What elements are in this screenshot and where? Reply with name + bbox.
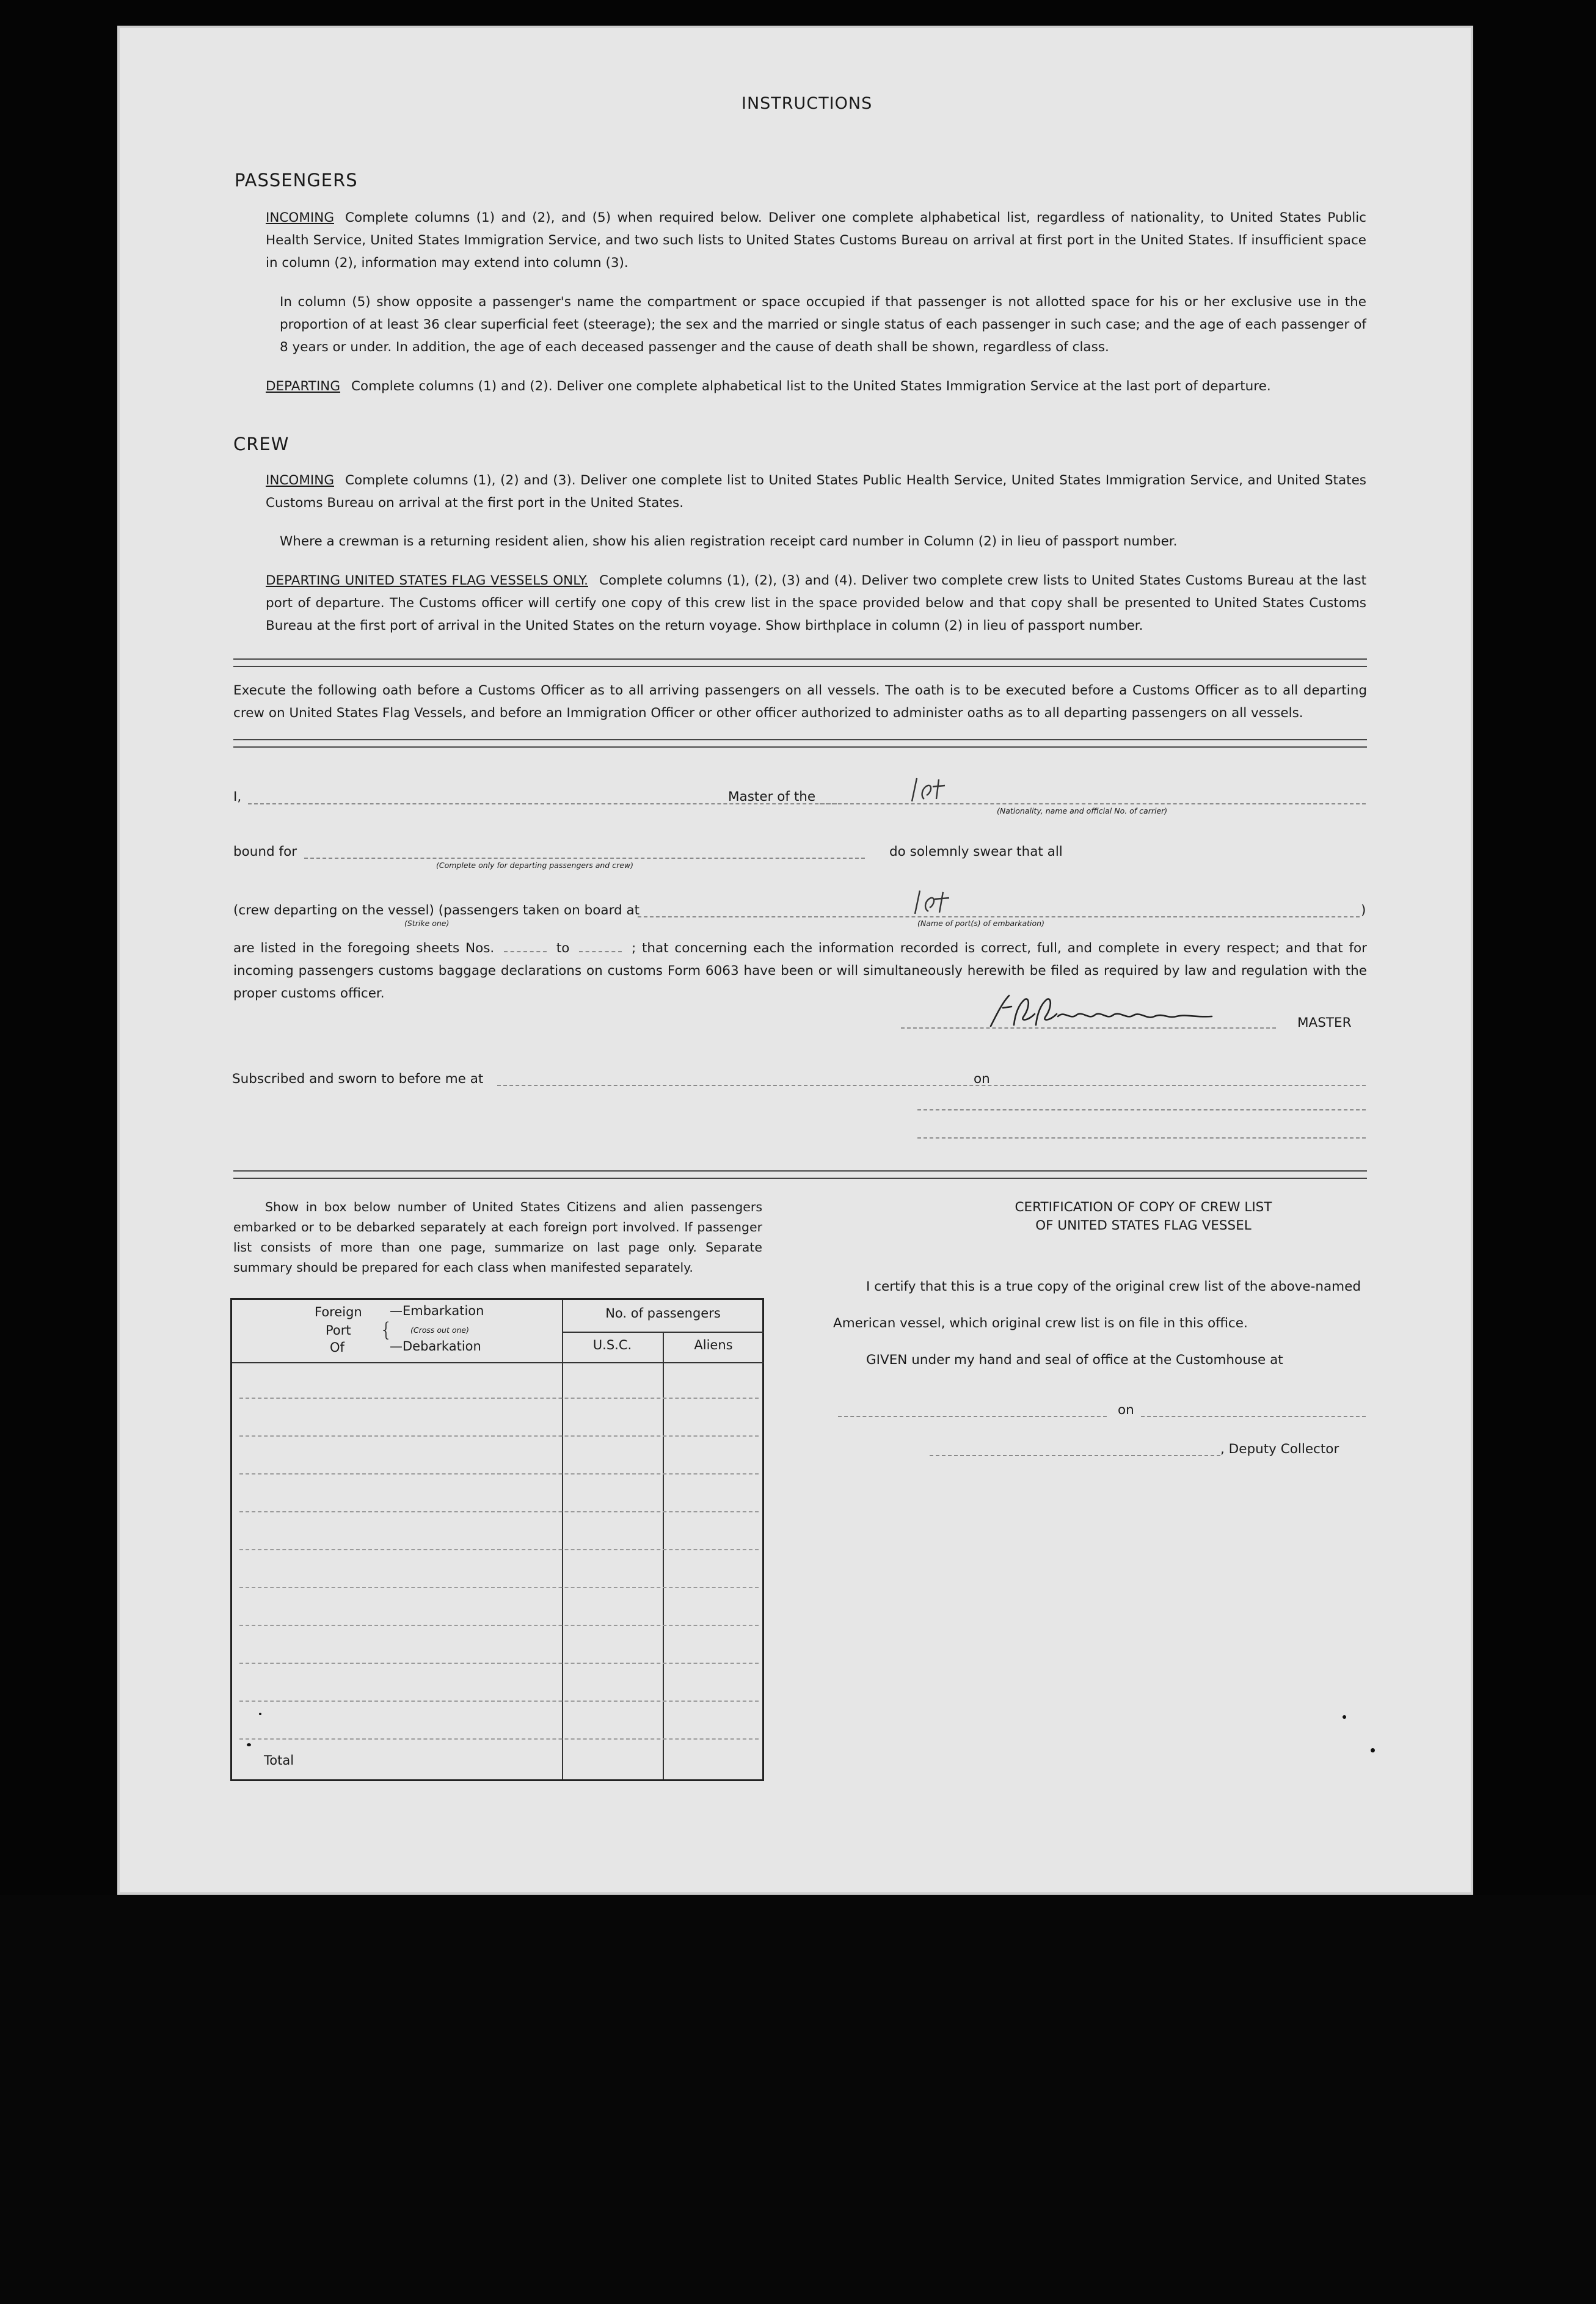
header-no-of-passengers: No. of passengers <box>605 1306 721 1321</box>
table-row[interactable] <box>239 1663 759 1664</box>
crew-departing-text: Complete columns (1), (2), (3) and (4). Deliver two complete crew lists to United States Customs Bureau at the last port of departure. The Customs officer will certify one copy of this crew list in the space provided below and that copy shall be presented to United States Customs Bureau at the first port of arrival in the United States on the return voyage. Show birthplace in column (2) in lieu of passport number. <box>266 573 1366 633</box>
table-row[interactable] <box>239 1701 759 1702</box>
table-header-bottom <box>232 1362 764 1363</box>
crew-departing-paragraph <box>266 569 1366 637</box>
port-handwriting <box>910 886 959 916</box>
customhouse-place-field[interactable] <box>838 1416 1107 1417</box>
listed-to: to <box>556 941 570 956</box>
header-cross-out: (Cross out one) <box>410 1325 469 1335</box>
form-page <box>117 26 1473 1895</box>
bound-for-field[interactable] <box>304 858 865 859</box>
certification-title-2: OF UNITED STATES FLAG VESSEL <box>1035 1218 1252 1233</box>
passenger-summary-table <box>230 1298 764 1781</box>
crew-departing-label: (crew departing on the vessel) (passengers taken on board at <box>233 903 640 918</box>
table-row[interactable] <box>239 1549 759 1550</box>
subscribed-on-label: on <box>974 1071 990 1087</box>
port-caption: (Name of port(s) of embarkation) <box>917 919 1044 928</box>
section-divider <box>233 739 1367 748</box>
passengers-departing-text: Complete columns (1) and (2). Deliver one complete alphabetical list to the United States Immigration Service at the last port of departure. <box>351 379 1271 394</box>
certification-title-1: CERTIFICATION OF COPY OF CREW LIST <box>1015 1200 1272 1215</box>
scan-speck <box>1371 1748 1375 1752</box>
master-of-the-label: Master of the <box>728 789 816 804</box>
subscribed-date-field[interactable] <box>1000 1085 1366 1086</box>
header-of: Of <box>330 1340 344 1355</box>
bound-for-label: bound for <box>233 844 297 859</box>
table-row[interactable] <box>239 1511 759 1512</box>
table-row[interactable] <box>239 1587 759 1588</box>
carrier-handwriting <box>908 775 957 803</box>
scan-speck <box>259 1713 261 1715</box>
listed-text-2: ; that concerning each the information recorded is correct, full, and complete in every respect; and that for incoming passengers customs baggage declarations on customs Form 6063 have been or will simultaneously herewith be filed as required by law and regulation with the proper customs officer. <box>233 941 1368 1001</box>
section-divider <box>233 1170 1367 1179</box>
subscribed-label: Subscribed and sworn to before me at <box>232 1071 484 1087</box>
close-paren: ) <box>1361 903 1366 918</box>
bound-for-caption: (Complete only for departing passengers and crew) <box>436 861 634 870</box>
passengers-departing-paragraph <box>266 375 1366 398</box>
crew-heading: CREW <box>233 434 290 454</box>
passengers-column5-paragraph: In column (5) show opposite a passenger's name the compartment or space occupied if that passenger is not allotted space for his or her exclusive use in the proportion of at least 36 clear superficial feet (steerage); the sex and the married or single status of each passenger in such case; and the age of each passenger of 8 years or under. In addition, the age of each deceased passenger and the cause of death shall be shown, regardless of class. <box>280 294 1366 355</box>
total-label: Total <box>264 1753 294 1768</box>
crew-departing-label: DEPARTING UNITED STATES FLAG VESSELS ONLY. <box>266 573 588 588</box>
strike-caption: (Strike one) <box>404 919 450 928</box>
header-embarkation: —Embarkation <box>390 1303 484 1318</box>
certification-text-1: I certify that this is a true copy of the original crew list of the above-named <box>866 1279 1361 1294</box>
embarkation-port-field[interactable] <box>638 916 1360 917</box>
passengers-incoming-paragraph <box>266 206 1366 274</box>
sheet-from-field[interactable] <box>504 951 547 952</box>
listed-text-1: are listed in the foregoing sheets Nos. <box>233 941 495 956</box>
officer-signature-line-1[interactable] <box>917 1109 1366 1110</box>
oath-intro: Execute the following oath before a Customs Officer as to all arriving passengers on all vessels. The oath is to be executed before a Customs Officer as to all departing crew on United States Flag Vessels, and before an Immigration Officer or other officer authorized to administer oaths as to all departing passengers on all vessels. <box>233 683 1367 721</box>
header-port: Port <box>326 1323 351 1338</box>
swear-text: do solemnly swear that all <box>889 844 1063 859</box>
subscribed-place-field[interactable] <box>497 1085 1084 1086</box>
sheet-to-field[interactable] <box>579 951 622 952</box>
oath-i-label: I, <box>233 789 242 804</box>
table-row[interactable] <box>239 1398 759 1399</box>
master-signature <box>985 990 1241 1032</box>
table-row[interactable] <box>239 1435 759 1437</box>
header-debarkation: —Debarkation <box>390 1339 481 1354</box>
certification-text-2: American vessel, which original crew list is on file in this office. <box>833 1316 1248 1331</box>
scan-background <box>0 1895 1596 2304</box>
table-row[interactable] <box>239 1625 759 1626</box>
crew-incoming-paragraph <box>266 469 1366 514</box>
certification-date-field[interactable] <box>1141 1416 1366 1417</box>
master-label: MASTER <box>1297 1015 1352 1030</box>
crew-alien-paragraph: Where a crewman is a returning resident alien, show his alien registration receipt card number in Column (2) in lieu of passport number. <box>280 534 1178 549</box>
scan-speck <box>1343 1715 1346 1719</box>
passengers-departing-label: DEPARTING <box>266 379 341 394</box>
carrier-caption: (Nationality, name and official No. of carrier) <box>997 806 1168 815</box>
given-text: GIVEN under my hand and seal of office at the Customhouse at <box>866 1352 1283 1368</box>
section-divider <box>233 658 1367 667</box>
passengers-heading: PASSENGERS <box>235 170 358 191</box>
scan-speck <box>247 1743 251 1746</box>
header-usc: U.S.C. <box>592 1338 632 1352</box>
passengers-incoming-label: INCOMING <box>266 210 334 225</box>
crew-incoming-text: Complete columns (1), (2) and (3). Deliver one complete list to United States Public Health Service, United States Immigration Service, and United States Customs Bureau on arrival at the first port in the United States. <box>266 473 1366 511</box>
passengers-incoming-text: Complete columns (1) and (2), and (5) when required below. Deliver one complete alphabetical list, regardless of nationality, to United States Public Health Service, United States Immigration Service, and two such lists to United States Customs Bureau on arrival at first port in the United States. If insufficient space in column (2), information may extend into column (3). <box>266 210 1366 271</box>
officer-signature-line-2[interactable] <box>917 1137 1366 1139</box>
brace-icon: { <box>380 1318 393 1341</box>
table-row[interactable] <box>239 1473 759 1475</box>
header-aliens: Aliens <box>694 1338 733 1352</box>
carrier-field[interactable] <box>820 803 1366 804</box>
table-row[interactable] <box>239 1738 759 1740</box>
deputy-collector-label: , Deputy Collector <box>1220 1442 1339 1457</box>
table-col-divider <box>562 1300 563 1779</box>
crew-incoming-label: INCOMING <box>266 473 334 488</box>
instructions-title: INSTRUCTIONS <box>742 94 873 113</box>
summary-instructions: Show in box below number of United States Citizens and alien passengers embarked or to be debarked separately at each foreign port involved. If passenger list consists of more than one page, summarize on last page only. Separate summary should be prepared for each class when manifested separately. <box>233 1200 762 1275</box>
header-foreign: Foreign <box>315 1305 362 1319</box>
deputy-signature-field[interactable] <box>930 1455 1220 1456</box>
table-header-divider <box>562 1332 764 1333</box>
certification-on-label: on <box>1118 1402 1134 1418</box>
